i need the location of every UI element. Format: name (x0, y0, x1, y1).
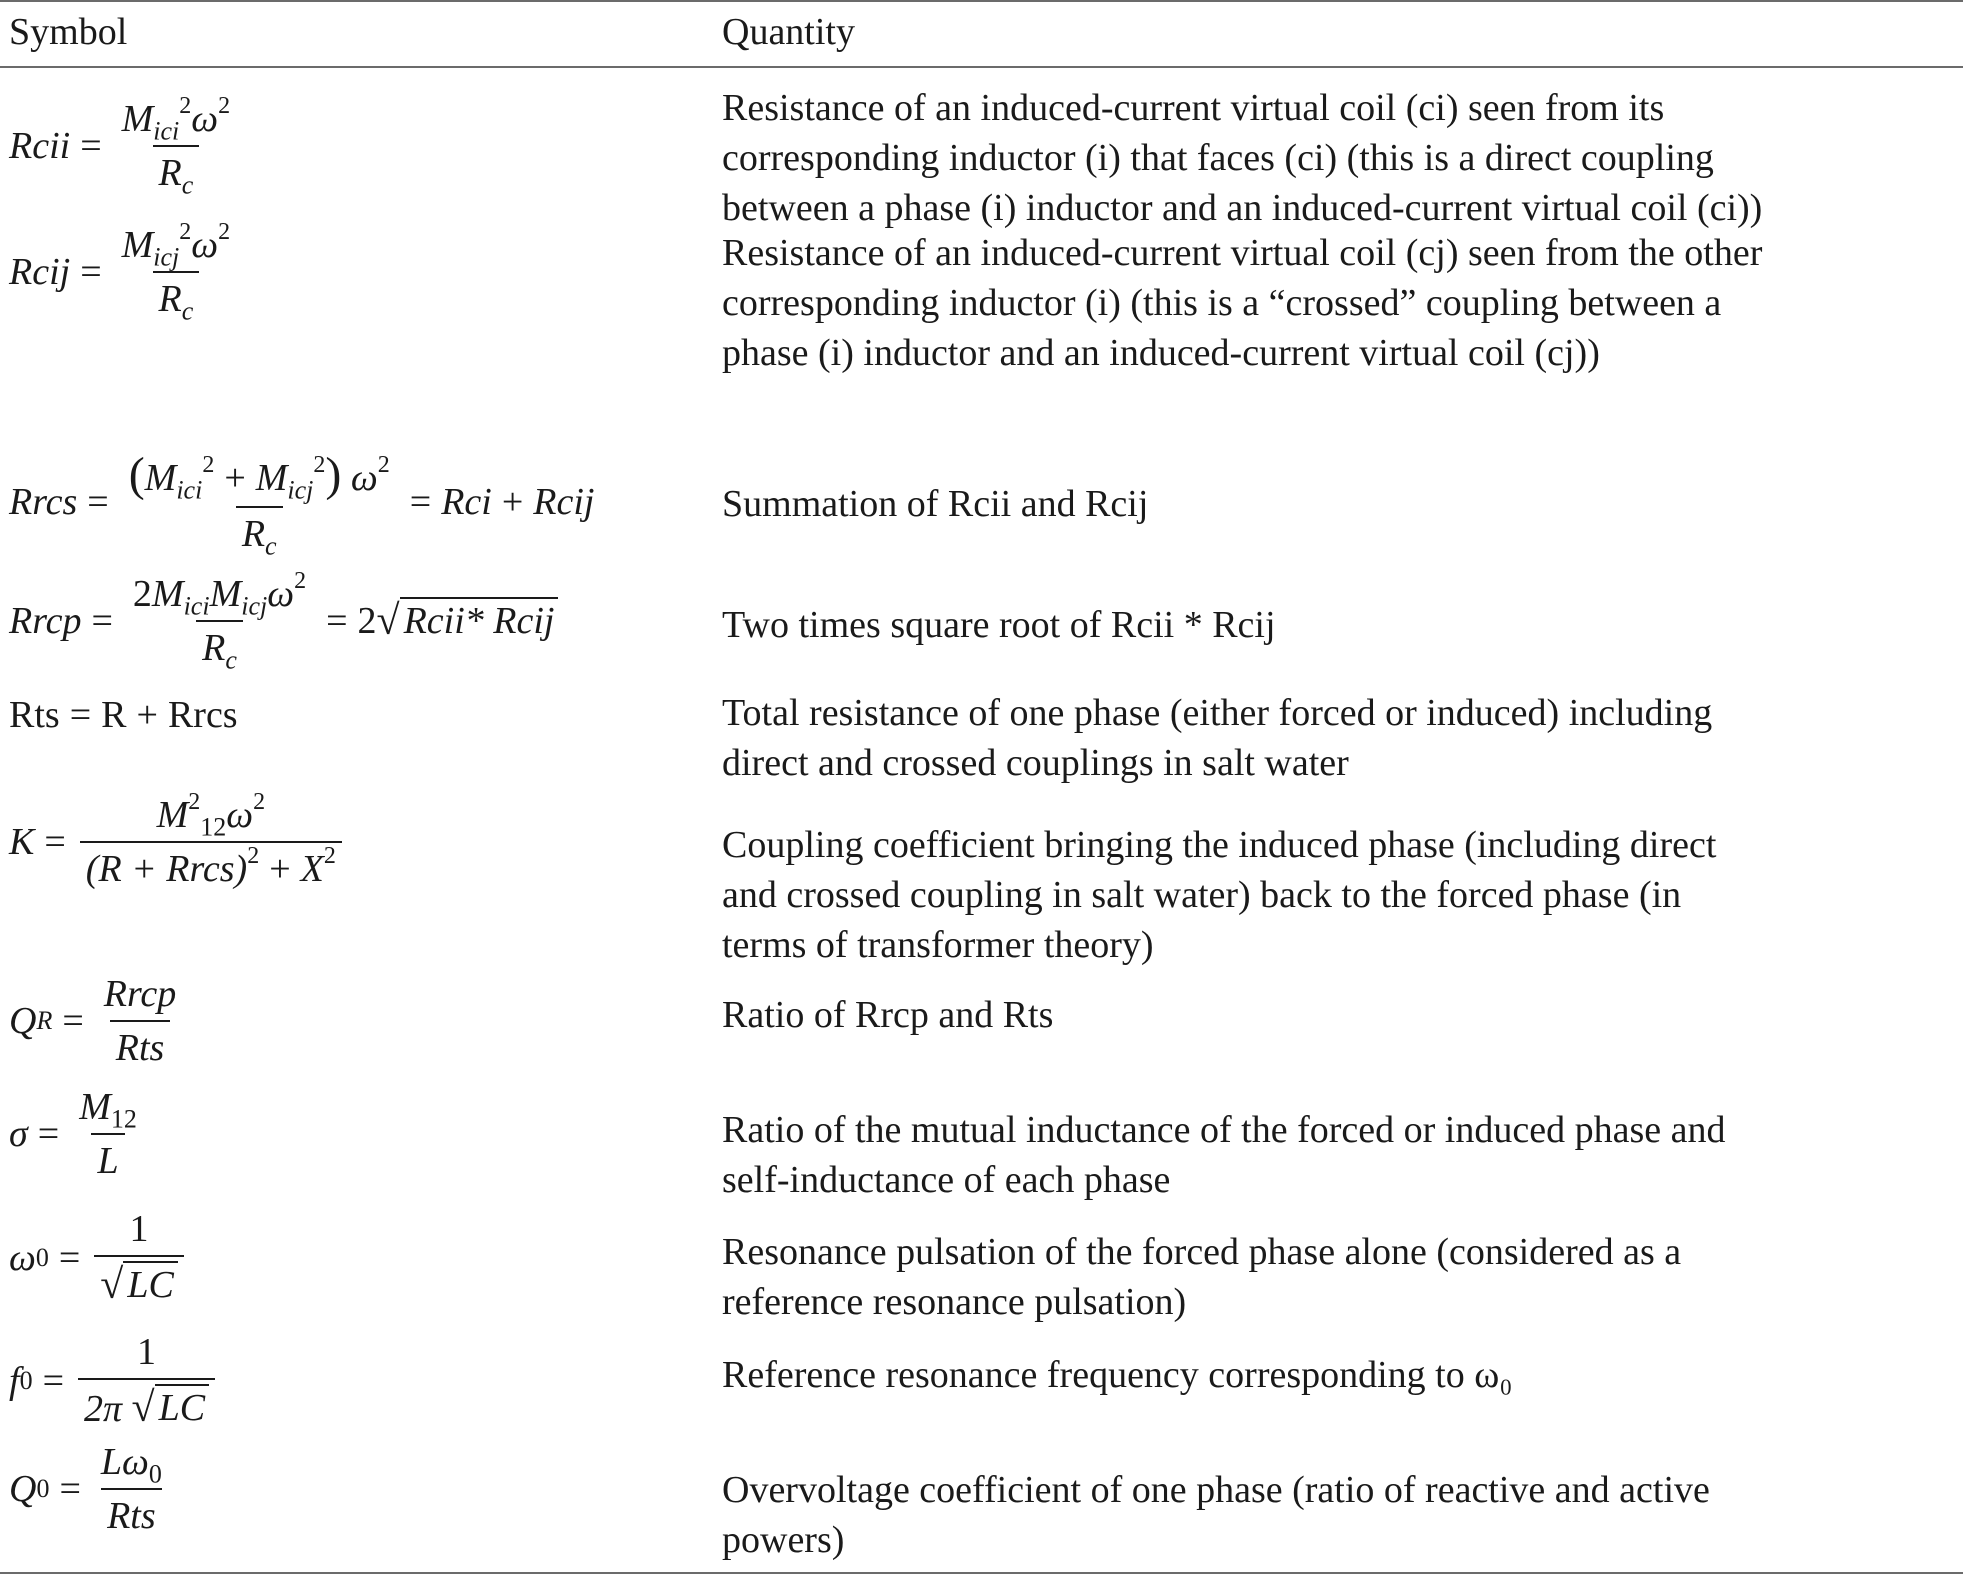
quantity-text: Ratio of the mutual inductance of the forced or induced phase and self-inductance of each phase (722, 1109, 1726, 1201)
table-top-rule (0, 0, 1963, 2)
formula-sigma: σ = $\frac{M_{12}}{L}$ (9, 1086, 137, 1182)
quantity-text: Resistance of an induced-current virtual coil (cj) seen from the other corresponding inductor (i) (this is a “crossed” coupling between a phase (i) inductor and an induced-current virtual coil (cj)) (722, 232, 1763, 374)
quantity-text: Total resistance of one phase (either forced or induced) including direct and crossed couplings in salt water (722, 692, 1713, 784)
formula-k: K = $\frac{M^2_{12}\omega^2}{(R + Rrcs)^2 + X^2}$ (9, 793, 346, 891)
formula-rts: Rts = R + Rrcs (9, 694, 238, 736)
formula-f0: f 0 = 1 2π √ LC (9, 1330, 219, 1432)
quantity-text: Coupling coefficient bringing the induced phase (including direct and crossed coupling in salt water) back to the forced phase (in terms of transformer theory) (722, 824, 1717, 966)
quantity-text: Reference resonance frequency corresponding to ω₀ (722, 1354, 1513, 1396)
formula-rrcp: Rrcp = $\frac{2M_{ici}M_{icj}\omega^2}{R_c}$ = 2 √ Rcii* Rcij (9, 572, 558, 670)
quantity-text: Summation of Rcii and Rcij (722, 483, 1149, 525)
quantity-text: Resonance pulsation of the forced phase alone (considered as a reference resonance pulsation) (722, 1231, 1682, 1323)
formula-q0: Q 0 = $\frac{L\omega_0}{\text{Rts}}$ (9, 1441, 162, 1537)
quantity-text: Resistance of an induced-current virtual coil (ci) seen from its corresponding inductor (i) that faces (ci) (this is a direct coupling between a phase (i) inductor and an induced-current virtual coil (ci)) (722, 87, 1763, 229)
column-header-quantity: Quantity (722, 11, 855, 53)
formula-rrcs: Rrcs = $\frac{(M_{ici}^2 + M_{icj}^2) \omega^2}{R_c}$ = Rci + Rcij (9, 448, 595, 561)
quantity-text: Ratio of Rrcp and Rts (722, 994, 1054, 1036)
formula-rcii: Rcii = $\frac{M_{ici}^2\omega^2}{R_c}$ (9, 93, 231, 200)
formula-qr: Q R = $\frac{\text{Rrcp}}{\text{Rts}}$ (9, 973, 177, 1069)
quantity-text: Overvoltage coefficient of one phase (ratio of reactive and active powers) (722, 1469, 1710, 1561)
formula-omega0: ω 0 = 1 √ LC (9, 1207, 188, 1309)
column-header-symbol: Symbol (9, 11, 128, 53)
quantity-text: Two times square root of Rcii * Rcij (722, 604, 1276, 646)
table-bottom-rule (0, 1572, 1963, 1574)
formula-rcij: Rcij = $\frac{M_{icj}^2\omega^2}{R_c}$ (9, 219, 231, 326)
header-rule (0, 66, 1963, 68)
